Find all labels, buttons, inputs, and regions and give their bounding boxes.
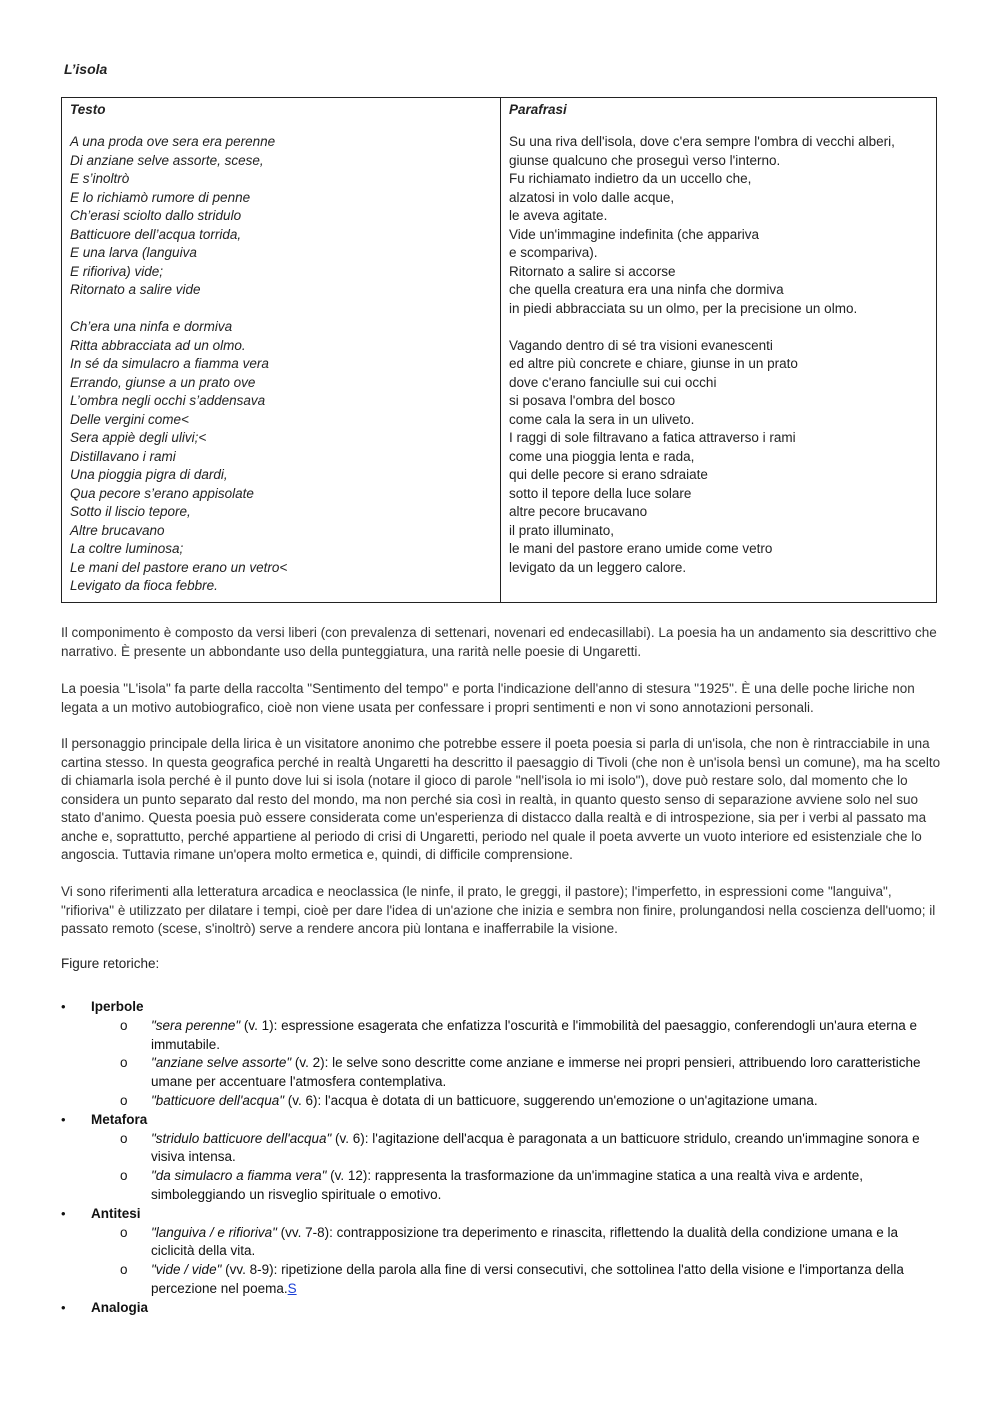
figure-name: Analogia xyxy=(91,1299,149,1315)
bullet-icon: • xyxy=(61,1205,66,1221)
example-quote: "da simulacro a fiamma vera" xyxy=(151,1168,327,1184)
figure-example xyxy=(61,1224,941,1262)
parafrasi-lines xyxy=(509,133,936,577)
figure-item xyxy=(61,1205,941,1224)
figure-item xyxy=(61,998,941,1017)
page-title: L’isola xyxy=(64,61,108,77)
testo-column xyxy=(62,98,501,602)
example-quote: "vide / vide" xyxy=(151,1262,222,1278)
parafrasi-line: Vagando dentro di sé tra visioni evanescenti xyxy=(509,337,773,353)
parafrasi-line: in piedi abbracciata su un olmo, per la precisione un olmo. xyxy=(509,300,858,316)
footnote-link[interactable]: S xyxy=(287,1280,297,1296)
testo-line: Ch’erasi sciolto dallo stridulo xyxy=(70,208,242,223)
figure-example xyxy=(61,1017,941,1055)
example-explanation: (v. 1): espressione esagerata che enfatizza l'oscurità e l'immobilità del paesaggio, conferendogli un'aura eterna e immutabile. xyxy=(151,1017,918,1052)
example-quote: "batticuore dell'acqua" xyxy=(151,1092,284,1108)
testo-line: Ritta abbracciata ad un olmo. xyxy=(70,337,246,353)
parafrasi-line: giunse qualcuno che proseguì verso l'interno. xyxy=(509,152,781,168)
parafrasi-line: altre pecore brucavano xyxy=(509,504,648,519)
parafrasi-line: le aveva agitate. xyxy=(509,208,608,223)
sub-bullet-icon: o xyxy=(120,1017,128,1033)
bullet-icon: • xyxy=(61,1299,66,1315)
testo-line: Ch’era una ninfa e dormiva xyxy=(70,319,233,334)
figure-item xyxy=(61,1299,941,1318)
figure-name: Metafora xyxy=(91,1111,148,1127)
parafrasi-line: Vide un'immagine indefinita (che appariva xyxy=(509,226,759,242)
parafrasi-line: Ritornato a salire si accorse xyxy=(509,263,676,279)
example-text xyxy=(151,1167,941,1205)
figure-example xyxy=(61,1054,941,1092)
stanza-gap xyxy=(70,300,500,319)
example-text xyxy=(151,1130,941,1168)
sub-bullet-icon: o xyxy=(120,1055,128,1071)
parafrasi-line: Fu richiamato indietro da un uccello che, xyxy=(509,171,752,186)
parafrasi-line: Su una riva dell'isola, dove c'era sempre l'ombra di vecchi alberi, xyxy=(509,134,895,149)
poem-table xyxy=(61,97,937,603)
testo-line: Una pioggia pigra di dardi, xyxy=(70,467,228,482)
bullet-icon: • xyxy=(61,999,66,1014)
example-explanation: (vv. 8-9): ripetizione della parola alla fine di versi consecutivi, che sottolinea l'atto della visione e l'importanza della percezione nel poema. xyxy=(151,1262,904,1296)
parafrasi-line: levigato da un leggero calore. xyxy=(509,559,687,575)
parafrasi-line: alzatosi in volo dalle acque, xyxy=(509,189,675,205)
figure-example xyxy=(61,1167,941,1205)
example-quote: "stridulo batticuore dell'acqua" xyxy=(151,1130,332,1146)
example-quote: "languiva / e rifioriva" xyxy=(151,1224,277,1240)
testo-line: Ritornato a salire vide xyxy=(70,282,201,297)
testo-line: Le mani del pastore erano un vetro< xyxy=(70,559,288,575)
sub-bullet-icon: o xyxy=(120,1092,128,1108)
example-explanation: (v. 2): le selve sono descritte come anziane e immerse nei propri pensieri, attribuendo loro caratteristiche umane per accentuare l'atmosfera contemplativa. xyxy=(151,1055,921,1090)
example-quote: "anziane selve assorte" xyxy=(151,1055,292,1071)
figure-example xyxy=(61,1092,941,1111)
paragraph-metrica: Il componimento è composto da versi liberi (con prevalenza di settenari, novenari ed endecasillabi). La poesia ha un andamento sia descrittivo che narrativo. È presente un abbondante uso della punteggiatura, una rarità nelle poesie di Ungaretti. xyxy=(61,625,937,659)
example-text xyxy=(151,1092,941,1111)
sub-bullet-icon: o xyxy=(120,1262,128,1278)
testo-line: In sé da simulacro a fiamma vera xyxy=(70,356,269,371)
parafrasi-column xyxy=(501,98,936,602)
example-quote: "sera perenne" xyxy=(151,1017,241,1033)
testo-line: E s’inoltrò xyxy=(70,171,130,186)
paragraph-personaggio: Il personaggio principale della lirica è un visitatore anonimo che potrebbe essere il poeta poesia si parla di un'isola, che non è rintracciabile in una cartina stesso. In questa geografica perché in realtà Ungaretti ha descritto il paesaggio di Tivoli (che non è un'isola bensì un comune), ma ha scelto di chiamarla isola perché è il punto dove lui si isola (notare il gioco di parole "nell'isola io mi isolo"), dove può restare solo, dal momento che lo considera un punto separato dal resto del mondo, ma non perché sia così in realtà, in quanto questo senso di separazione avviene solo nel suo stato d'animo. Questa poesia può essere considerata come un'esperienza di distacco dalla realtà e di introspezione, sia per i verbi al passato ma anche e, soprattutto, perché appartiene al periodo di crisi di Ungaretti, periodo nel quale il poeta avverte un vuoto interiore ed esistenziale che lo angoscia. Tuttavia rimane un'opera molto ermetica e, quindi, di difficile comprensione. xyxy=(61,736,941,862)
parafrasi-line: dove c'erano fanciulle sui cui occhi xyxy=(509,374,717,390)
stanza-gap xyxy=(509,318,936,337)
testo-line: A una proda ove sera era perenne xyxy=(70,134,276,149)
testo-line: Errando, giunse a un prato ove xyxy=(70,374,256,390)
testo-line: Distillavano i rami xyxy=(70,448,176,464)
figure-example xyxy=(61,1130,941,1168)
testo-line: Altre brucavano xyxy=(70,522,165,538)
testo-line: Sera appiè degli ulivi;< xyxy=(70,430,207,445)
parafrasi-line: I raggi di sole filtravano a fatica attraverso i rami xyxy=(509,430,796,445)
parafrasi-line: si posava l'ombra del bosco xyxy=(509,393,676,408)
example-explanation: (vv. 7-8): contrapposizione tra deperimento e rinascita, riflettendo la dualità della condizione umana e la ciclicità della vita. xyxy=(151,1224,898,1259)
paragraph-raccolta: La poesia "L'isola" fa parte della raccolta "Sentimento del tempo" e porta l'indicazione dell'anno di stesura "1925". È una delle poche liriche non legata a un motivo autobiografico, cioè non viene usata per confessare i propri sentimenti e non vi sono annotazioni personali. xyxy=(61,681,915,715)
testo-line: La coltre luminosa; xyxy=(70,541,184,556)
parafrasi-header: Parafrasi xyxy=(509,102,567,117)
testo-line: Levigato da fioca febbre. xyxy=(70,578,218,593)
parafrasi-line: e scompariva). xyxy=(509,245,598,260)
testo-line: E rifioriva) vide; xyxy=(70,263,164,279)
parafrasi-line: come una pioggia lenta e rada, xyxy=(509,448,695,464)
testo-line: Batticuore dell’acqua torrida, xyxy=(70,226,242,242)
testo-lines xyxy=(70,133,500,596)
sub-bullet-icon: o xyxy=(120,1130,128,1146)
figure-name: Antitesi xyxy=(91,1205,141,1221)
figure-name: Iperbole xyxy=(91,999,144,1014)
parafrasi-line: qui delle pecore si erano sdraiate xyxy=(509,467,708,482)
example-explanation: (v. 6): l'acqua è dotata di un batticuore, suggerendo un'emozione o un'agitazione umana. xyxy=(284,1092,818,1108)
parafrasi-line: il prato illuminato, xyxy=(509,522,615,538)
figure-item xyxy=(61,1111,941,1130)
testo-line: Sotto il liscio tepore, xyxy=(70,504,191,519)
example-text xyxy=(151,1017,941,1055)
example-text xyxy=(151,1054,941,1092)
parafrasi-line: come cala la sera in un uliveto. xyxy=(509,411,695,427)
testo-line: Qua pecore s’erano appisolate xyxy=(70,485,254,501)
example-text xyxy=(151,1261,941,1299)
testo-line: E una larva (languiva xyxy=(70,245,197,260)
testo-line: Delle vergini come< xyxy=(70,411,189,427)
figure-example xyxy=(61,1261,941,1299)
parafrasi-line: che quella creatura era una ninfa che dormiva xyxy=(509,282,784,297)
sub-bullet-icon: o xyxy=(120,1168,128,1184)
sub-bullet-icon: o xyxy=(120,1224,128,1240)
example-text xyxy=(151,1224,941,1262)
parafrasi-line: ed altre più concrete e chiare, giunse in un prato xyxy=(509,356,798,371)
testo-line: Di anziane selve assorte, scese, xyxy=(70,152,264,168)
figures-label: Figure retoriche: xyxy=(61,956,160,971)
example-explanation: (v. 12): rappresenta la trasformazione da un'immagine statica a una realtà viva e ardente, simboleggiando un risveglio spirituale o emotivo. xyxy=(151,1168,864,1202)
parafrasi-line: sotto il tepore della luce solare xyxy=(509,485,692,501)
testo-line: L’ombra negli occhi s’addensava xyxy=(70,393,266,408)
parafrasi-line: le mani del pastore erano umide come vetro xyxy=(509,541,773,556)
bullet-icon: • xyxy=(61,1111,66,1127)
figures-list xyxy=(61,998,941,1318)
example-explanation: (v. 6): l'agitazione dell'acqua è paragonata a un batticuore stridulo, creando un'immagine sonora e visiva intensa. xyxy=(151,1130,920,1165)
testo-header: Testo xyxy=(70,102,106,117)
paragraph-riferimenti: Vi sono riferimenti alla letteratura arcadica e neoclassica (le ninfe, il prato, le greggi, il pastore); l'imperfetto, in espressioni come "languiva", "rifioriva" è utilizzato per dilatare i tempi, cioè per dare l'idea di un'azione che inizia e sembra non finire, prolungandosi nella coscienza dell'uomo; il passato remoto (scese, s'inoltrò) serve a rendere ancora più lontana e inafferrabile la visione. xyxy=(61,884,936,936)
testo-line: E lo richiamò rumore di penne xyxy=(70,189,251,205)
